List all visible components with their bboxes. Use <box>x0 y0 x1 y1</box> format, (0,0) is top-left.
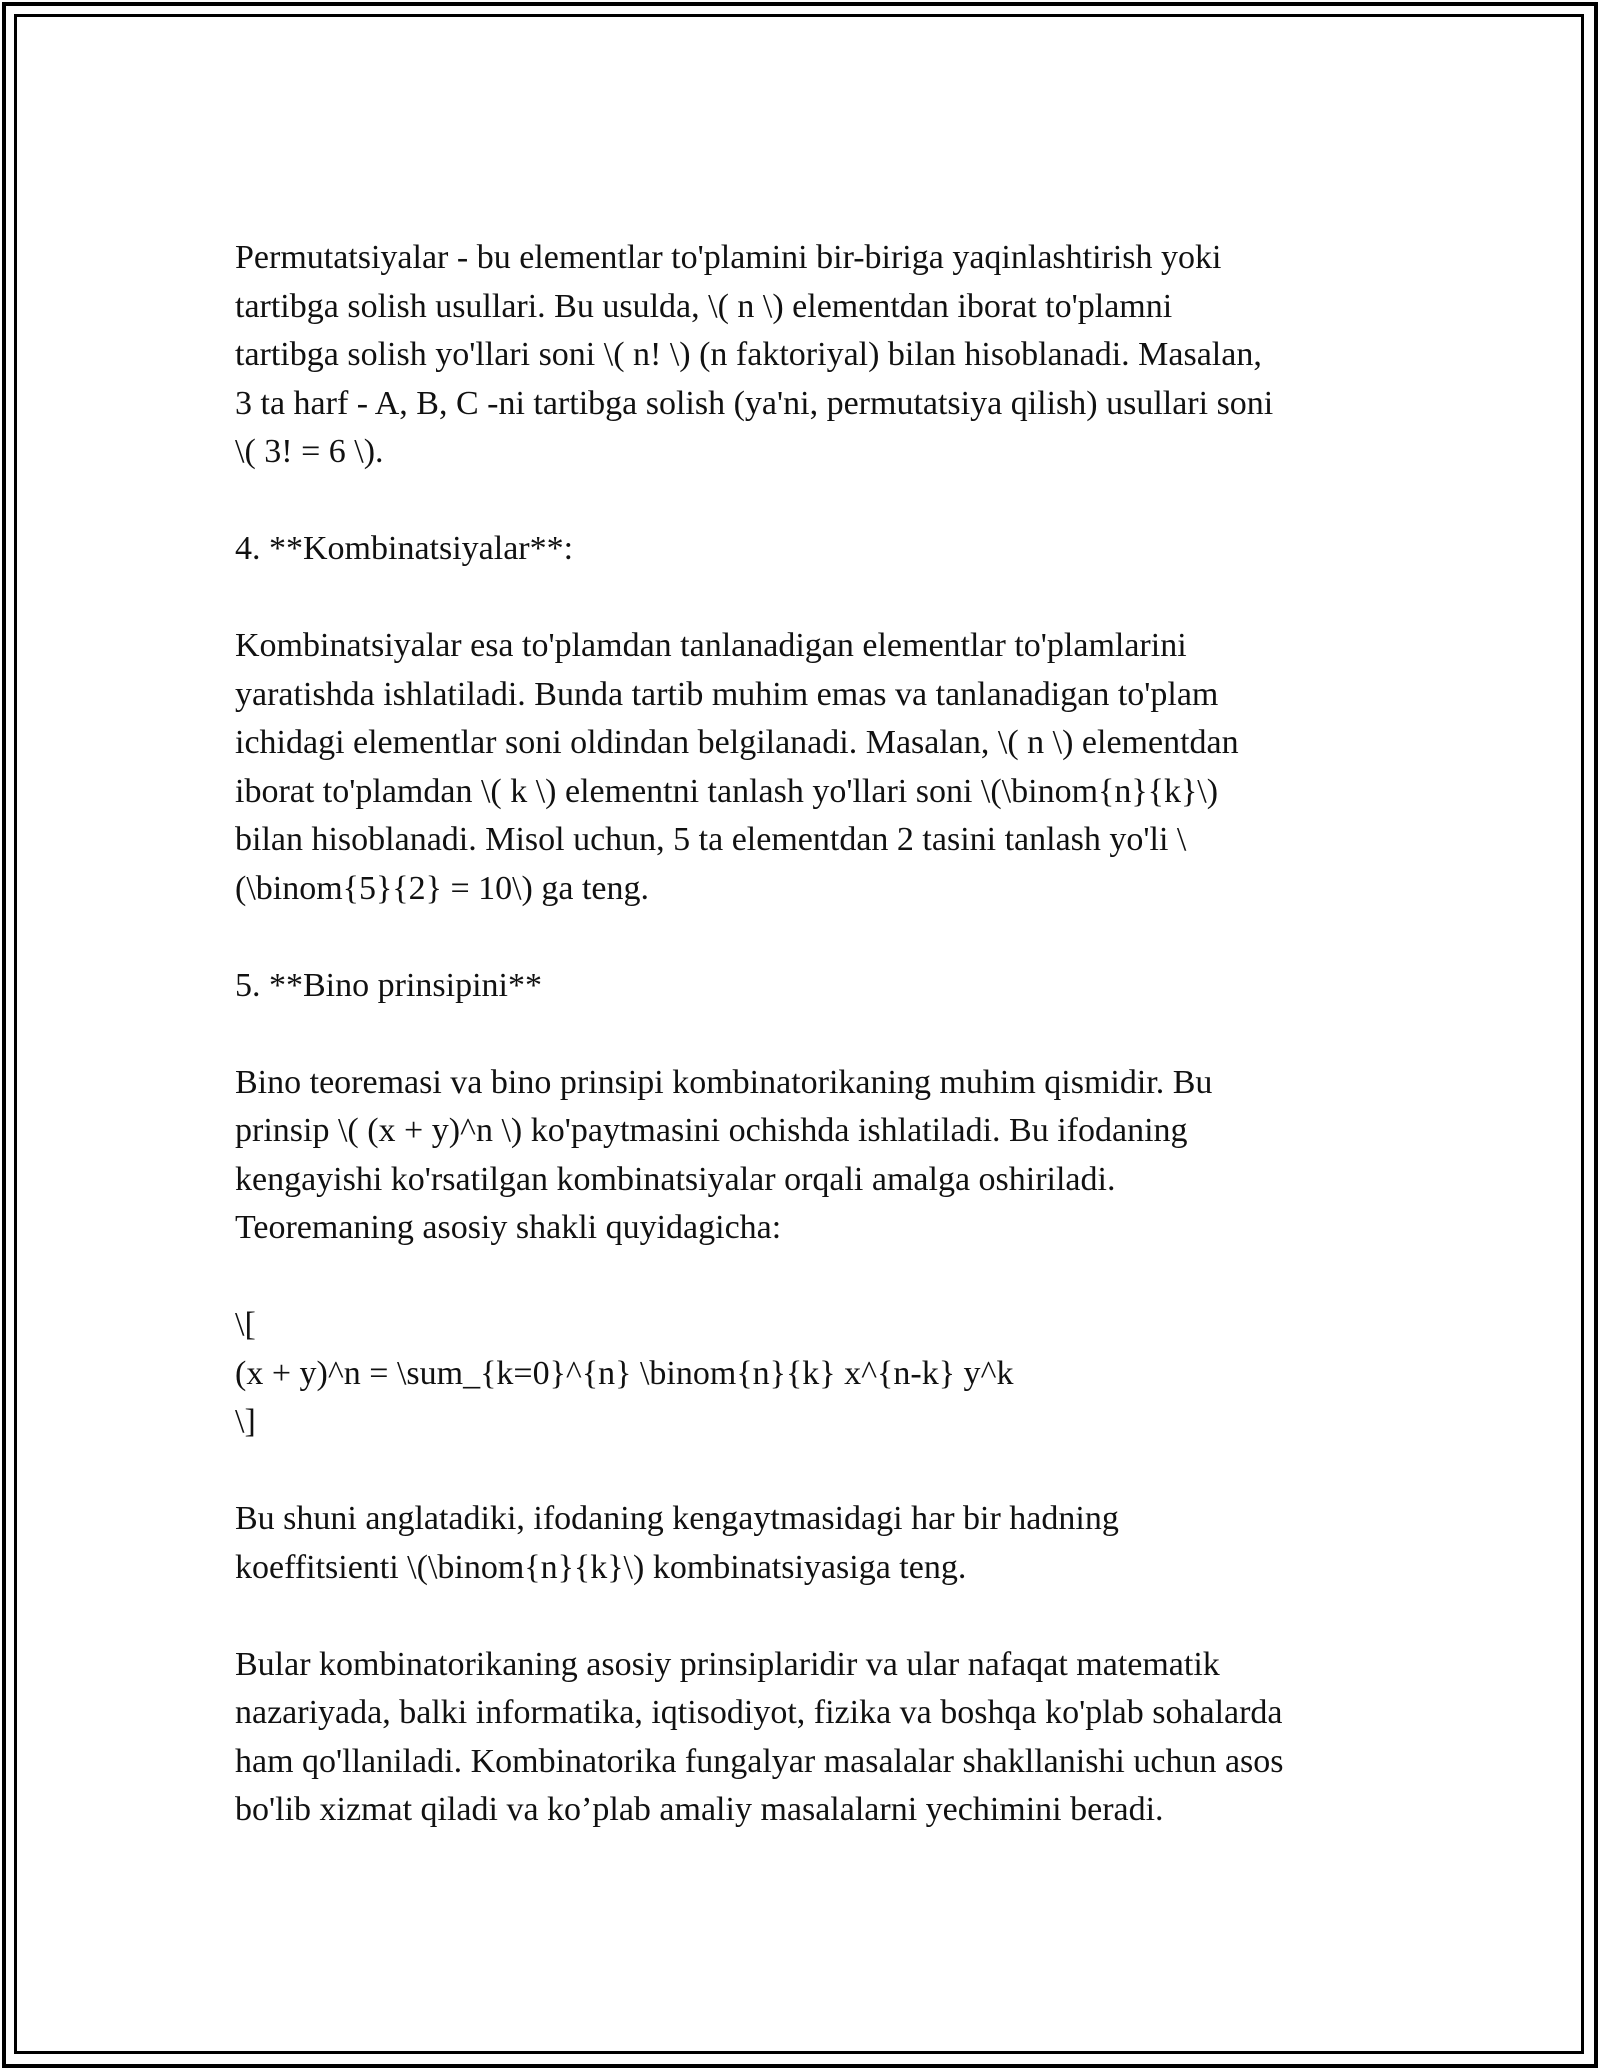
conclusion-paragraph: Bular kombinatorikaning asosiy prinsiplaridir va ular nafaqat matematik nazariyada, balki informatika, iqtisodiyot, fizika va boshqa ko'plab sohalarda ham qo'llaniladi. Kombinatorika fungalyar masalalar shakllanishi uchun asos bo'lib xizmat qiladi va ko’plab amaliy masalalarni yechimini beradi. <box>235 1645 1284 1828</box>
binomial-principle-heading: 5. **Bino prinsipini** <box>235 966 542 1004</box>
paragraph-gap <box>235 1447 1385 1496</box>
combinations-heading: 4. **Kombinatsiyalar**: <box>235 530 574 567</box>
paragraph-gap <box>235 913 1385 962</box>
permutations-paragraph: Permutatsiyalar - bu elementlar to'plamini bir-biriga yaqinlashtirish yoki tartibga solish usullari. Bu usulda, \( n \) elementdan iborat to'plamni tartibga solish yo'llari soni \( n! \) (n faktoriyal) bilan hisoblanadi. Masalan, 3 ta harf - A, B, C -ni tartibga solish (ya'ni, permutatsiya qilish) usullari soni \( 3! = 6 \). <box>235 239 1274 470</box>
paragraph-gap <box>235 1253 1385 1302</box>
combinations-paragraph: Kombinatsiyalar esa to'plamdan tanlanadigan elementlar to'plamlarini yaratishda ishlatiladi. Bunda tartib muhim emas va tanlanadigan to'plam ichidagi elementlar soni oldindan belgilanadi. Masalan, \( n \) elementdan iborat to'plamdan \( k \) elementni tanlash yo'llari soni \(\binom{n}{k}\) bilan hisoblanadi. Misol uchun, 5 ta elementdan 2 tasini tanlash yo'li \ (\binom{5}{2} = 10\) ga teng. <box>235 627 1239 907</box>
paragraph-gap <box>235 574 1385 623</box>
paragraph-gap <box>235 477 1385 526</box>
coefficient-paragraph: Bu shuni anglatadiki, ifodaning kengaytmasidagi har bir hadning koeffitsienti \(\binom{n}{k}\) kombinatsiyasiga teng. <box>235 1500 1119 1586</box>
document-body <box>235 234 1385 1835</box>
binomial-formula: \[ (x + y)^n = \sum_{k=0}^{n} \binom{n}{k} x^{n-k} y^k \] <box>235 1306 1014 1440</box>
paragraph-gap <box>235 1010 1385 1059</box>
binomial-theorem-paragraph: Bino teoremasi va bino prinsipi kombinatorikaning muhim qismidir. Bu prinsip \( (x + y)^n \) ko'paytmasini ochishda ishlatiladi. Bu ifodaning kengayishi ko'rsatilgan kombinatsiyalar orqali amalga oshiriladi. Teoremaning asosiy shakli quyidagicha: <box>235 1063 1213 1246</box>
paragraph-gap <box>235 1592 1385 1641</box>
